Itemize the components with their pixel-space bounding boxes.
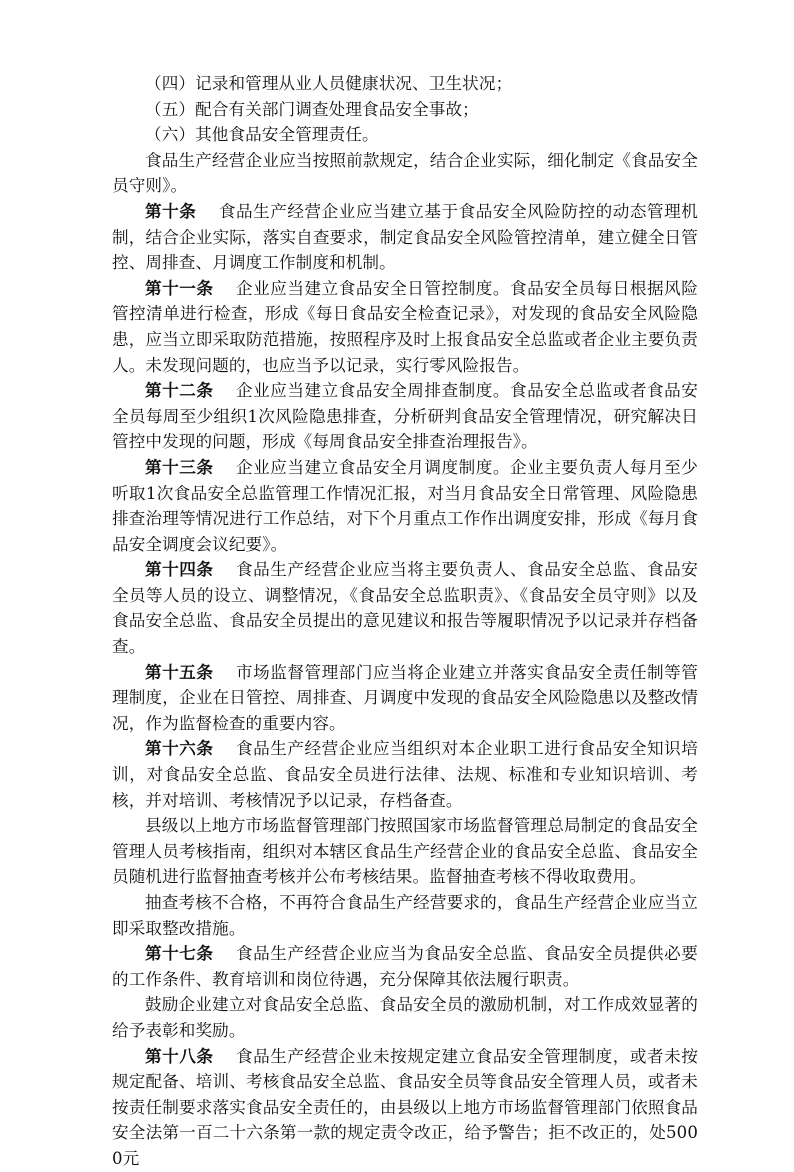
article-text: 食品生产经营企业应当为食品安全总监、食品安全员提供必要的工作条件、教育培训和岗位待遇，充分保障其依法履行职责。 [112,944,698,989]
article-15 [112,660,698,737]
paragraph-item-4: （四）记录和管理从业人员健康状况、卫生状况； [145,74,513,93]
article-10 [112,199,698,276]
article-number: 第十一条 [145,278,214,298]
article-11 [112,276,698,378]
article-number: 第十二条 [145,381,214,401]
paragraph-item-5: （五）配合有关部门调查处理食品安全事故； [145,99,479,119]
article-text: 食品生产经营企业应当将主要负责人、食品安全总监、食品安全员等人员的设立、调整情况，《食品安全总监职责》、《食品安全员守则》以及食品安全总监、食品安全员提出的意见建议和报告等履职情况予以记录并存档备查。 [112,560,698,657]
article-number: 第十八条 [145,1046,214,1066]
article-text: 食品生产经营企业应当组织对本企业职工进行食品安全知识培训，对食品安全总监、食品安全员进行法律、法规、标准和专业知识培训、考核，并对培训、考核情况予以记录，存档备查。 [112,739,698,810]
paragraph-item-6: （六）其他食品安全管理责任。 [145,125,379,145]
article-18 [112,1044,698,1172]
article-number: 第十四条 [145,560,214,580]
article-text: 企业应当建立食品安全月调度制度。企业主要负责人每月至少听取1次食品安全总监管理工作情况汇报，对当月食品安全日常管理、风险隐患排查治理等情况进行工作总结，对下个月重点工作作出调度安排，形成《每月食品安全调度会议纪要》。 [112,457,698,554]
article-text: 市场监督管理部门应当将企业建立并落实食品安全责任制等管理制度，企业在日管控、周排查、月调度中发现的食品安全风险隐患以及整改情况，作为监督检查的重要内容。 [112,662,698,733]
article-number: 第十五条 [145,662,214,682]
article-12 [112,378,698,455]
article-number: 第十三条 [145,457,214,477]
document-body [112,71,698,1172]
article-number: 第十条 [145,201,197,221]
paragraph-assessment-failed: 抽查考核不合格，不再符合食品生产经营要求的，食品生产经营企业应当立即采取整改措施。 [112,893,698,938]
article-13 [112,455,698,557]
article-text: 企业应当建立食品安全日管控制度。食品安全员每日根据风险管控清单进行检查，形成《每日食品安全检查记录》，对发现的食品安全风险隐患，应当立即采取防范措施，按照程序及时上报食品安全总监或者企业主要负责人。未发现问题的，也应当予以记录，实行零风险报告。 [112,278,698,375]
article-number: 第十六条 [145,739,214,759]
article-number: 第十七条 [145,944,214,964]
paragraph-rule-note: 食品生产经营企业应当按照前款规定，结合企业实际，细化制定《食品安全员守则》。 [112,150,698,196]
article-16 [112,736,698,813]
article-text: 企业应当建立食品安全周排查制度。食品安全总监或者食品安全员每周至少组织1次风险隐患排查，分析研判食品安全管理情况，研究解决日管控中发现的问题，形成《每周食品安全排查治理报告》。 [112,381,698,452]
article-text: 食品生产经营企业应当建立基于食品安全风险防控的动态管理机制，结合企业实际，落实自查要求，制定食品安全风险管控清单，建立健全日管控、周排查、月调度工作制度和机制。 [112,201,698,273]
article-text: 食品生产经营企业未按规定建立食品安全管理制度，或者未按规定配备、培训、考核食品安全总监、食品安全员等食品安全管理人员，或者未按责任制要求落实食品安全责任的，由县级以上地方市场监督管理部门依照食品安全法第一百二十六条第一款的规定责令改正，给予警告；拒不改正的，处5000元 [112,1046,698,1168]
paragraph-incentive: 鼓励企业建立对食品安全总监、食品安全员的激励机制，对工作成效显著的给予表彰和奖励。 [112,995,698,1040]
article-17 [112,941,698,992]
article-14 [112,557,698,659]
paragraph-county-assessment: 县级以上地方市场监督管理部门按照国家市场监督管理总局制定的食品安全管理人员考核指南，组织对本辖区食品生产经营企业的食品安全总监、食品安全员随机进行监督抽查考核并公布考核结果。监督抽查考核不得收取费用。 [112,816,698,887]
